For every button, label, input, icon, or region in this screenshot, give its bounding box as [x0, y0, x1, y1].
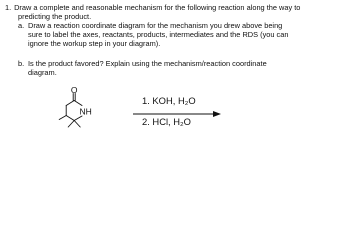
methyl-bond-2	[74, 121, 80, 128]
reaction-arrow	[133, 110, 221, 118]
bond-c1-n	[74, 101, 82, 106]
part-b	[18, 59, 338, 77]
question-1	[5, 3, 345, 21]
lactam-structure	[44, 86, 110, 132]
oxygen-label: O	[70, 86, 78, 95]
part-a-line-3: ignore the workup step in your diagram).	[28, 39, 161, 49]
bond-n-c2	[74, 116, 82, 121]
question-number: 1.	[5, 3, 12, 12]
bond-c4-c1	[66, 101, 74, 106]
part-a-letter: a.	[18, 21, 25, 30]
methyl-bond-1	[68, 121, 74, 128]
reagent-step-1: 1. KOH, H₂O	[142, 95, 196, 106]
methyl-bond-3	[59, 116, 66, 120]
part-a	[18, 21, 338, 49]
nitrogen-label: NH	[79, 106, 92, 117]
bond-c2-c3	[66, 116, 74, 121]
part-a-line-1: Draw a reaction coordinate diagram for the mechanism you drew above being	[28, 21, 283, 30]
question-line-1: Draw a complete and reasonable mechanism for the following reaction along the way to	[14, 3, 301, 12]
question-line-2: predicting the product.	[18, 12, 92, 22]
part-b-line-1: Is the product favored? Explain using the mechanism/reaction coordinate	[28, 59, 267, 68]
part-b-letter: b.	[18, 59, 25, 68]
reagent-step-2: 2. HCl, H₂O	[142, 116, 191, 127]
reaction-arrow-head	[213, 111, 221, 117]
part-b-line-2: diagram.	[28, 68, 57, 78]
part-a-line-2: sure to label the axes, reactants, products, intermediates and the RDS (you can	[28, 30, 289, 40]
